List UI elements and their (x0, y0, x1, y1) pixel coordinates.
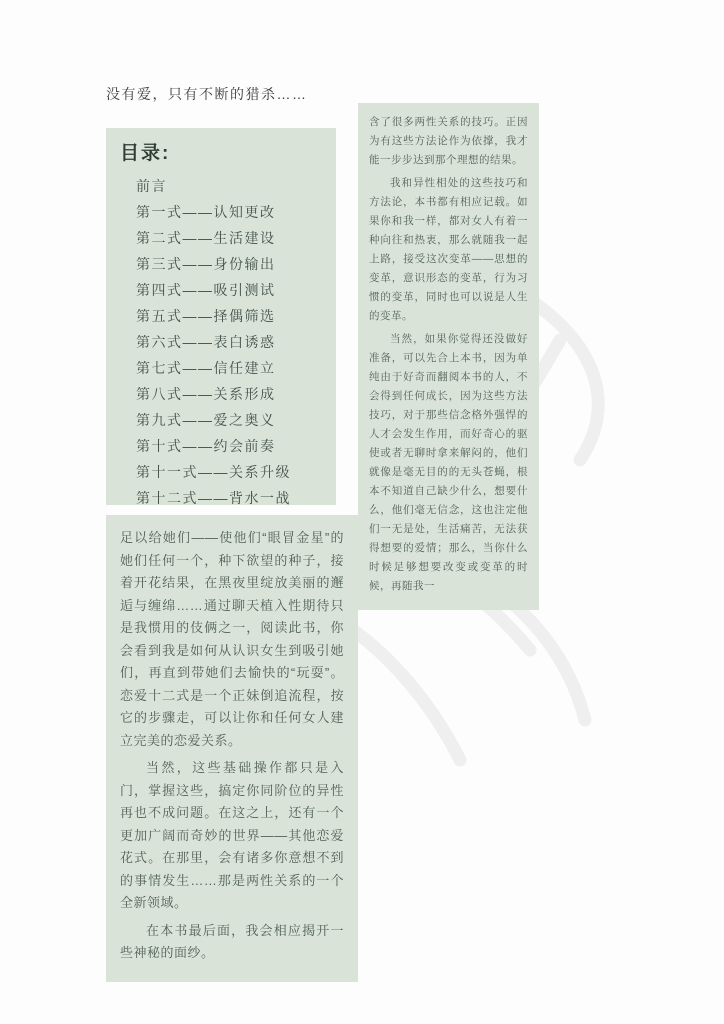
toc-item-chapter-11: 第十一式——关系升级 (136, 464, 291, 480)
paragraph: 当然，这些基础操作都只是入门，掌握这些，搞定你同阶位的异性再也不成问题。在这之上，还有一个更加广阔而奇妙的世界——其他恋爱花式。在那里，会有诸多你意想不到的事情发生……那是两性关系的一个全新领域。 (120, 760, 344, 910)
paragraph: 在本书最后面，我会相应揭开一些神秘的面纱。 (120, 922, 344, 960)
page-title: 没有爱，只有不断的猎杀…… (106, 86, 308, 102)
toc-item-preface: 前言 (136, 178, 167, 194)
toc-item-chapter-4: 第四式——吸引测试 (136, 282, 276, 298)
toc-item-chapter-2: 第二式——生活建设 (136, 230, 276, 246)
bottom-text-panel (106, 515, 358, 982)
toc-list (120, 173, 322, 505)
toc-item-chapter-10: 第十式——约会前奏 (136, 438, 276, 454)
toc-item-chapter-3: 第三式——身份输出 (136, 256, 276, 272)
paragraph: 足以给她们——使他们“眼冒金星”的她们任何一个，种下欲望的种子，接着开花结果，在黑夜里绽放美丽的邂逅与缠绵……通过聊天植入性期待只是我惯用的伎俩之一，阅读此书，你会看到我是如何从认识女生到吸引她们，再直到带她们去愉快的“玩耍”。恋爱十二式是一个正妹倒追流程，按它的步骤走，可以让你和任何女人建立完美的恋爱关系。 (120, 530, 344, 748)
paragraph: 含了很多两性关系的技巧。正因为有这些方法论作为依撑，我才能一步步达到那个理想的结果。 (369, 116, 528, 166)
toc-item-chapter-8: 第八式——关系形成 (136, 386, 276, 402)
toc-item-chapter-7: 第七式——信任建立 (136, 360, 276, 376)
paragraph: 当然，如果你觉得还没做好准备，可以先合上本书，因为单纯由于好奇而翻阅本书的人，不会得到任何成长，因为这些方法技巧，对于那些信念格外强悍的人才会发生作用，而好奇心的驱使或者无聊时拿来解闷的，他们就像是毫无目的的无头苍蝇，根本不知道自己缺少什么，想要什么，他们毫无信念，这也注定他们一无是处，生活痛苦，无法获得想要的爱情；那么，当你什么时候足够想要改变或变革的时候，再随我一 (369, 333, 528, 592)
toc-item-chapter-5: 第五式——择偶筛选 (136, 308, 276, 324)
right-text-panel (358, 103, 539, 610)
toc-heading: 目录: (120, 143, 171, 164)
toc-panel (106, 128, 336, 505)
toc-item-chapter-9: 第九式——爱之奥义 (136, 412, 276, 428)
toc-item-chapter-1: 第一式——认知更改 (136, 204, 276, 220)
toc-item-chapter-6: 第六式——表白诱惑 (136, 334, 276, 350)
toc-item-chapter-12: 第十二式——背水一战 (136, 490, 291, 505)
paragraph: 我和异性相处的这些技巧和方法论，本书都有相应记载。如果你和我一样，都对女人有着一种向往和热衷，那么就随我一起上路，接受这次变革——思想的变革，意识形态的变革，行为习惯的变革，同时也可以说是人生的变革。 (369, 177, 528, 322)
